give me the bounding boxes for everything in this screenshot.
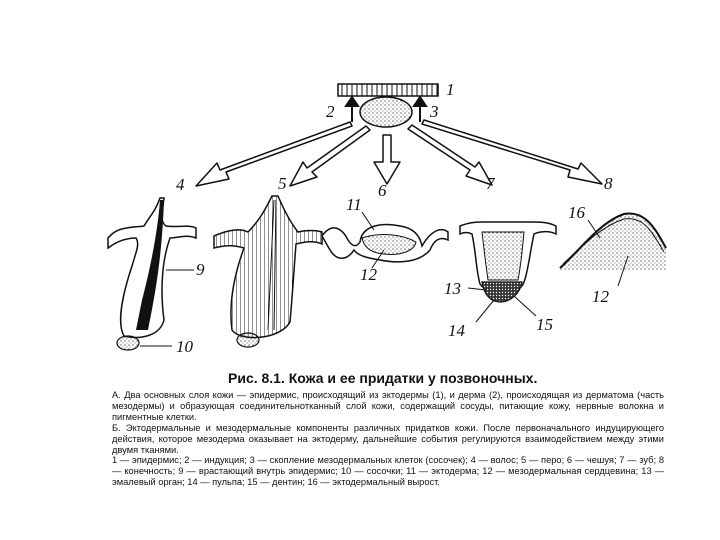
label-13: 13	[444, 279, 461, 298]
label-5: 5	[278, 174, 287, 193]
tooth-germ-diagram	[460, 222, 556, 302]
label-16: 16	[568, 203, 585, 222]
caption-legend: 1 — эпидермис; 2 — индукция; 3 — скопление мезодермальных клеток (сосочек); 4 — волос; 5 — перо; 6 — чешуя; 7 — зуб; 8 — конечность; 9 — врастающий внутрь эпидермис; 10 — сосочки; 11 — эктодерма; 12 — мезодермальная сердцевина; 13 — эмалевый орган; 14 — пульпа; 15 — дентин; 16 — эктодермальный вырост.	[112, 455, 664, 488]
label-4: 4	[176, 175, 185, 194]
hair-follicle-diagram	[108, 198, 196, 350]
figure-caption-title: Рис. 8.1. Кожа и ее придатки у позвоночных.	[228, 370, 538, 386]
development-arrows	[196, 120, 602, 186]
scale-diagram	[322, 225, 448, 262]
feather-follicle-diagram	[214, 196, 322, 347]
label-7: 7	[486, 174, 495, 193]
label-11: 11	[346, 195, 362, 214]
label-12-scale: 12	[360, 265, 377, 284]
caption-paragraph-a: А. Два основных слоя кожи — эпидермис, происходящий из эктодермы (1), и дерма (2), происходящая из дерматома (часть мезодермы) и образующая соединительнотканный слой кожи, содержащий сосуды, питающие кожу, нервные волокна и пигментные клетки.	[112, 390, 664, 422]
label-6: 6	[378, 181, 387, 200]
label-2: 2	[326, 102, 335, 121]
label-3: 3	[430, 102, 439, 121]
label-14: 14	[448, 321, 465, 340]
figure-caption-body	[112, 390, 664, 488]
label-8: 8	[604, 174, 613, 193]
label-10: 10	[176, 337, 193, 356]
label-1: 1	[446, 80, 455, 99]
caption-paragraph-b: Б. Эктодермальные и мезодермальные компоненты различных придатков кожи. После первоначального индуцирующего действия, которое мезодерма оказывает на эктодерму, дальнейшие события регулируются взаимодействием между этими двумя тканями.	[112, 422, 664, 455]
label-15: 15	[536, 315, 553, 334]
label-12-limb: 12	[592, 287, 609, 306]
label-9: 9	[196, 260, 205, 279]
